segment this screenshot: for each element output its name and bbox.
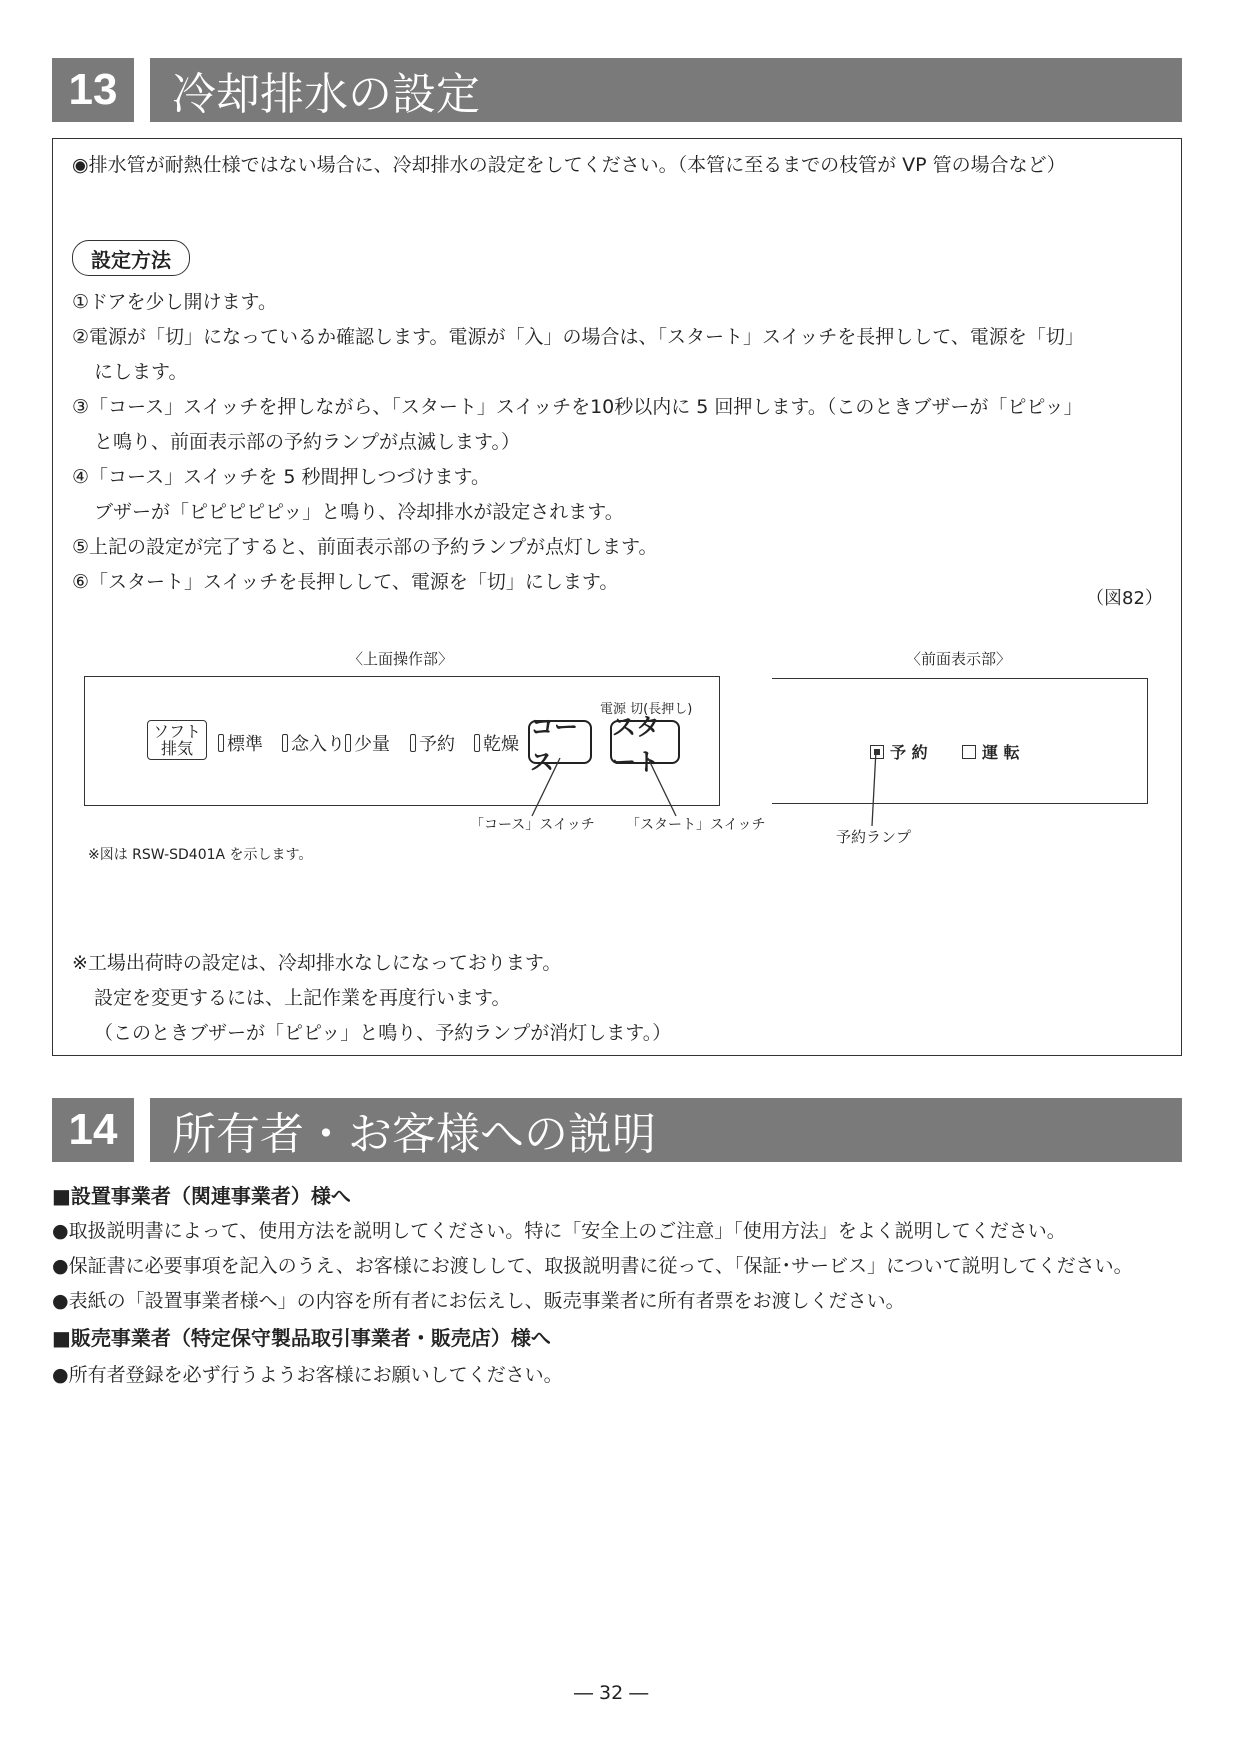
step-6: ⑥「スタート」スイッチを長押しして、電源を「切」にします。 bbox=[72, 571, 619, 593]
installer-bullet-3: ●表紙の「設置事業者様へ」の内容を所有者にお伝えし、販売事業者に所有者票をお渡しください。 bbox=[52, 1290, 905, 1312]
step-4: ④「コース」スイッチを 5 秒間押しつづけます。 bbox=[72, 466, 490, 488]
front-panel-diagram bbox=[772, 678, 1148, 804]
course-switch-callout: 「コース」スイッチ bbox=[470, 817, 595, 833]
front-panel-caption: 〈前面表示部〉 bbox=[906, 650, 1012, 668]
factory-note-2: 設定を変更するには、上記作業を再度行います。 bbox=[94, 987, 511, 1009]
factory-note-1: ※工場出荷時の設定は、冷却排水なしになっております。 bbox=[72, 952, 562, 974]
lamp-standard-label: 標準 bbox=[227, 734, 263, 755]
section-13-number: 13 bbox=[52, 58, 134, 122]
step-3-cont: と鳴り、前面表示部の予約ランプが点滅します。） bbox=[94, 431, 520, 453]
step-3: ③「コース」スイッチを押しながら、「スタート」スイッチを10秒以内に 5 回押します。（このときブザーが「ピピッ」 bbox=[72, 396, 1083, 418]
installer-heading: ■設置事業者（関連事業者）様へ bbox=[52, 1184, 351, 1208]
figure-label: （図82） bbox=[1086, 588, 1163, 609]
start-switch-callout: 「スタート」スイッチ bbox=[626, 817, 766, 833]
lamp-thorough-label: 念入り bbox=[291, 734, 345, 755]
step-4-cont: ブザーが「ピピピピピッ」と鳴り、冷却排水が設定されます。 bbox=[94, 501, 624, 523]
installer-bullet-1: ●取扱説明書によって、使用方法を説明してください。特に「安全上のご注意」「使用方法」をよく説明してください。 bbox=[52, 1220, 1066, 1242]
step-2-cont: にします。 bbox=[94, 361, 188, 383]
exhaust-label: 排気 bbox=[161, 739, 194, 758]
page-number: ― 32 ― bbox=[574, 1682, 649, 1704]
front-run-lamp bbox=[962, 740, 1020, 763]
section-14-header bbox=[52, 1098, 1182, 1162]
section-14-title: 所有者・お客様への説明 bbox=[150, 1098, 1182, 1162]
step-1: ①ドアを少し開けます。 bbox=[72, 291, 277, 313]
installer-bullet-2: ●保証書に必要事項を記入のうえ、お客様にお渡しして、取扱説明書に従って、「保証･サービス」について説明してください。 bbox=[52, 1255, 1133, 1277]
start-button: スタート bbox=[610, 720, 680, 764]
top-panel-caption: 〈上面操作部〉 bbox=[348, 650, 454, 668]
method-label: 設定方法 bbox=[72, 240, 190, 276]
lamp-reserve-label: 予約 bbox=[419, 734, 455, 755]
section-14-number: 14 bbox=[52, 1098, 134, 1162]
seller-heading: ■販売事業者（特定保守製品取引事業者・販売店）様へ bbox=[52, 1326, 551, 1350]
section-13-note: ◉排水管が耐熱仕様ではない場合に、冷却排水の設定をしてください。（本管に至るまでの枝管が VP 管の場合など） bbox=[72, 154, 1066, 176]
soft-label: ソフト bbox=[153, 722, 202, 741]
model-note: ※図は RSW-SD401A を示します。 bbox=[88, 847, 313, 863]
power-label: 電源 切(長押し) bbox=[600, 702, 693, 717]
course-button: コース bbox=[528, 720, 592, 764]
front-reserve-lamp bbox=[870, 740, 928, 763]
step-2: ②電源が「切」になっているか確認します。電源が「入」の場合は、「スタート」スイッチを長押しして、電源を「切」 bbox=[72, 326, 1084, 348]
reserve-lamp-callout: 予約ランプ bbox=[836, 828, 912, 846]
seller-bullet-1: ●所有者登録を必ず行うようお客様にお願いしてください。 bbox=[52, 1364, 563, 1386]
section-13-title: 冷却排水の設定 bbox=[150, 58, 1182, 122]
run-lamp-icon bbox=[962, 745, 976, 759]
lamp-small-label: 少量 bbox=[354, 734, 390, 755]
step-5: ⑤上記の設定が完了すると、前面表示部の予約ランプが点灯します。 bbox=[72, 536, 658, 558]
front-run-label: 運 転 bbox=[982, 743, 1020, 762]
factory-note-3: （このときブザーが「ピピッ」と鳴り、予約ランプが消灯します。） bbox=[94, 1022, 672, 1044]
front-reserve-label: 予 約 bbox=[890, 743, 928, 762]
lamp-dry-label: 乾燥 bbox=[483, 734, 519, 755]
reserve-lamp-icon bbox=[870, 745, 884, 759]
